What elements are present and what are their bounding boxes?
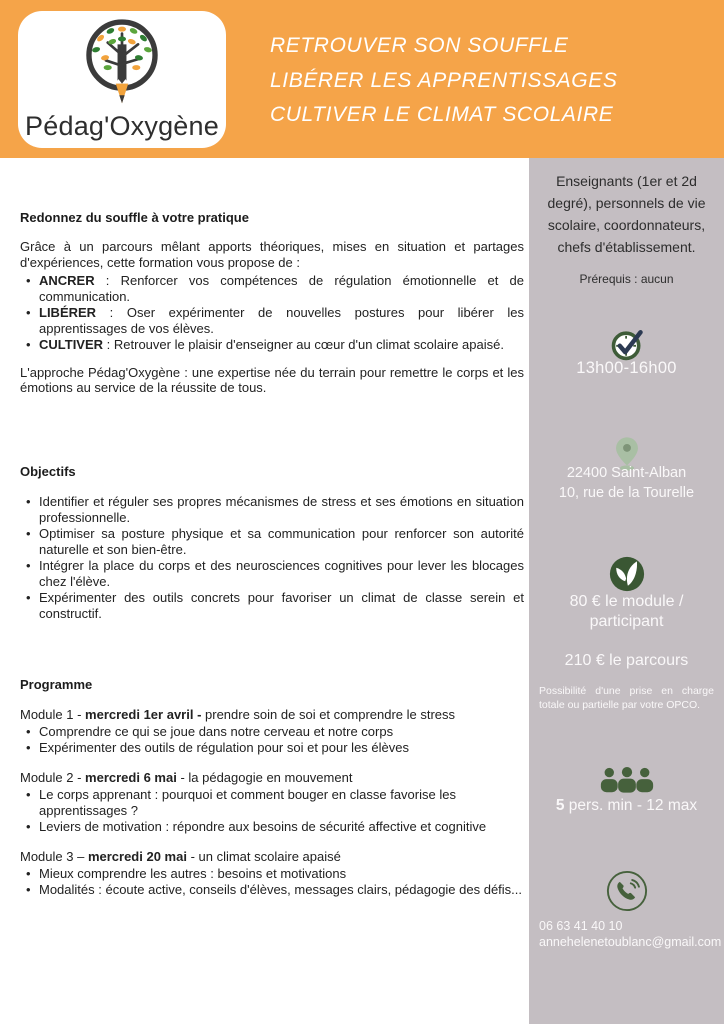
module-bullet-item: • Le corps apprenant : pourquoi et comment bouger en classe favorise les apprentissages ? [20,787,524,819]
module-date: mercredi 1er avril - [85,707,206,722]
bullet-text: : Oser expérimenter de nouvelles postures pour libérer les apprentissages de vos élèves. [39,305,524,336]
intro-bullet-item [20,273,524,304]
objectifs-section [20,464,524,622]
price-parcours-text: 210 € le parcours [564,652,689,669]
module-prefix: Module 2 - [20,770,86,785]
schedule-text: 13h00-16h00 [576,359,677,377]
module-2-block [20,770,524,835]
module-3-bullets [20,866,524,898]
programme-section [20,677,524,898]
module-bullet-item: • Mieux comprendre les autres : besoins et motivations [20,866,524,882]
opco-note: Possibilité d'une prise en charge totale ou partielle par votre OPCO. [539,685,714,711]
intro-heading: Redonnez du souffle à votre pratique [20,210,249,225]
module-bullet-item: • Leviers de motivation : répondre aux besoins de sécurité affective et cognitive [20,819,524,835]
bullet-term: CULTIVER [39,337,104,352]
bullet-term: LIBÉRER [39,305,97,320]
module-suffix: - un climat scolaire apaisé [186,849,341,864]
phone-icon [529,870,724,917]
module-date: mercredi 6 mai [85,770,177,785]
price-module-text [529,592,724,632]
price-module-line-1: 80 € le module / [569,593,684,610]
group-rest: pers. min - 12 max [564,797,698,814]
people-icon [529,766,724,801]
header-title [270,29,617,133]
objectifs-bullet-item: • Identifier et réguler ses propres mécanismes de stress et ses émotions en situation professionnelle. [20,494,524,525]
address-line-1: 22400 Saint-Alban [566,465,687,481]
module-bullet-item: • Modalités : écoute active, conseils d'élèves, messages clairs, pédagogie des défis... [20,882,524,898]
intro-bullet-list [20,273,524,353]
module-3-block [20,849,524,898]
intro-bullet-item [20,305,524,336]
objectifs-bullet-item: • Intégrer la place du corps et des neurosciences cognitives pour lever les blocages chez l'élève. [20,558,524,589]
bullet-text: : Retrouver le plaisir d'enseigner au cœur d'un climat scolaire apaisé. [103,337,504,352]
module-1-block [20,707,524,756]
module-suffix: - la pédagogie en mouvement [176,770,353,785]
intro-bullet-item [20,337,524,353]
module-2-bullets [20,787,524,835]
objectifs-bullet-list [20,494,524,621]
group-min: 5 [555,797,565,814]
header-title-line-3: CULTIVER LE CLIMAT SCOLAIRE [270,103,614,126]
header-title-line-2: LIBÉRER LES APPRENTISSAGES [270,68,618,92]
module-suffix: prendre soin de soi et comprendre le stress [205,707,456,722]
bullet-text: : Renforcer vos compétences de régulation émotionnelle et de communication. [39,273,524,304]
module-1-bullets [20,724,524,756]
module-prefix: Module 3 – [20,849,88,864]
module-bullet-item: • Comprendre ce qui se joue dans notre cerveau et notre corps [20,724,524,740]
module-2-title [20,770,524,786]
logo-card [18,11,226,148]
address-line-2: 10, rue de la Tourelle [558,485,695,501]
group-size-text [529,797,724,815]
objectifs-heading: Objectifs [20,464,76,479]
module-prefix: Module 1 - [20,707,86,722]
address-block [529,463,724,503]
objectifs-bullet-item: • Optimiser sa posture physique et sa communication pour renforcer son autorité naturelle et son bien-être. [20,526,524,557]
leaf-icon [529,556,724,597]
module-date: mercredi 20 mai [87,849,187,864]
intro-closing: L'approche Pédag'Oxygène : une expertise née du terrain pour remettre le corps et les émotions au service de la réussite de tous. [20,364,524,395]
logo-text: Pédag'Oxygène [25,111,219,141]
programme-heading: Programme [20,677,93,692]
module-1-title [20,707,524,723]
header-band [0,0,724,158]
info-sidebar [529,158,724,1024]
audience-text: Enseignants (1er et 2d degré), personnels de vie scolaire, coordonnateurs, chefs d'établissement. [547,173,706,255]
header-title-line-1: RETROUVER SON SOUFFLE [270,34,569,57]
phone-number: 06 63 41 40 10 [539,919,623,933]
bullet-term: ANCRER [39,273,95,288]
module-bullet-item: • Expérimenter des outils de régulation pour soi et pour les élèves [20,740,524,756]
intro-section [20,210,524,396]
tree-pencil-logo-icon [18,14,226,114]
prerequis-text: Prérequis : aucun [579,272,674,286]
email-address: annehelenetoublanc@gmail.com [539,935,722,949]
module-3-title [20,849,524,865]
intro-lead: Grâce à un parcours mêlant apports théoriques, mises en situation et partages d'expériences, cette formation vous propose de : [20,239,524,270]
price-module-line-2: participant [589,613,664,630]
objectifs-bullet-item: • Expérimenter des outils concrets pour favoriser un climat de classe serein et constructif. [20,590,524,621]
